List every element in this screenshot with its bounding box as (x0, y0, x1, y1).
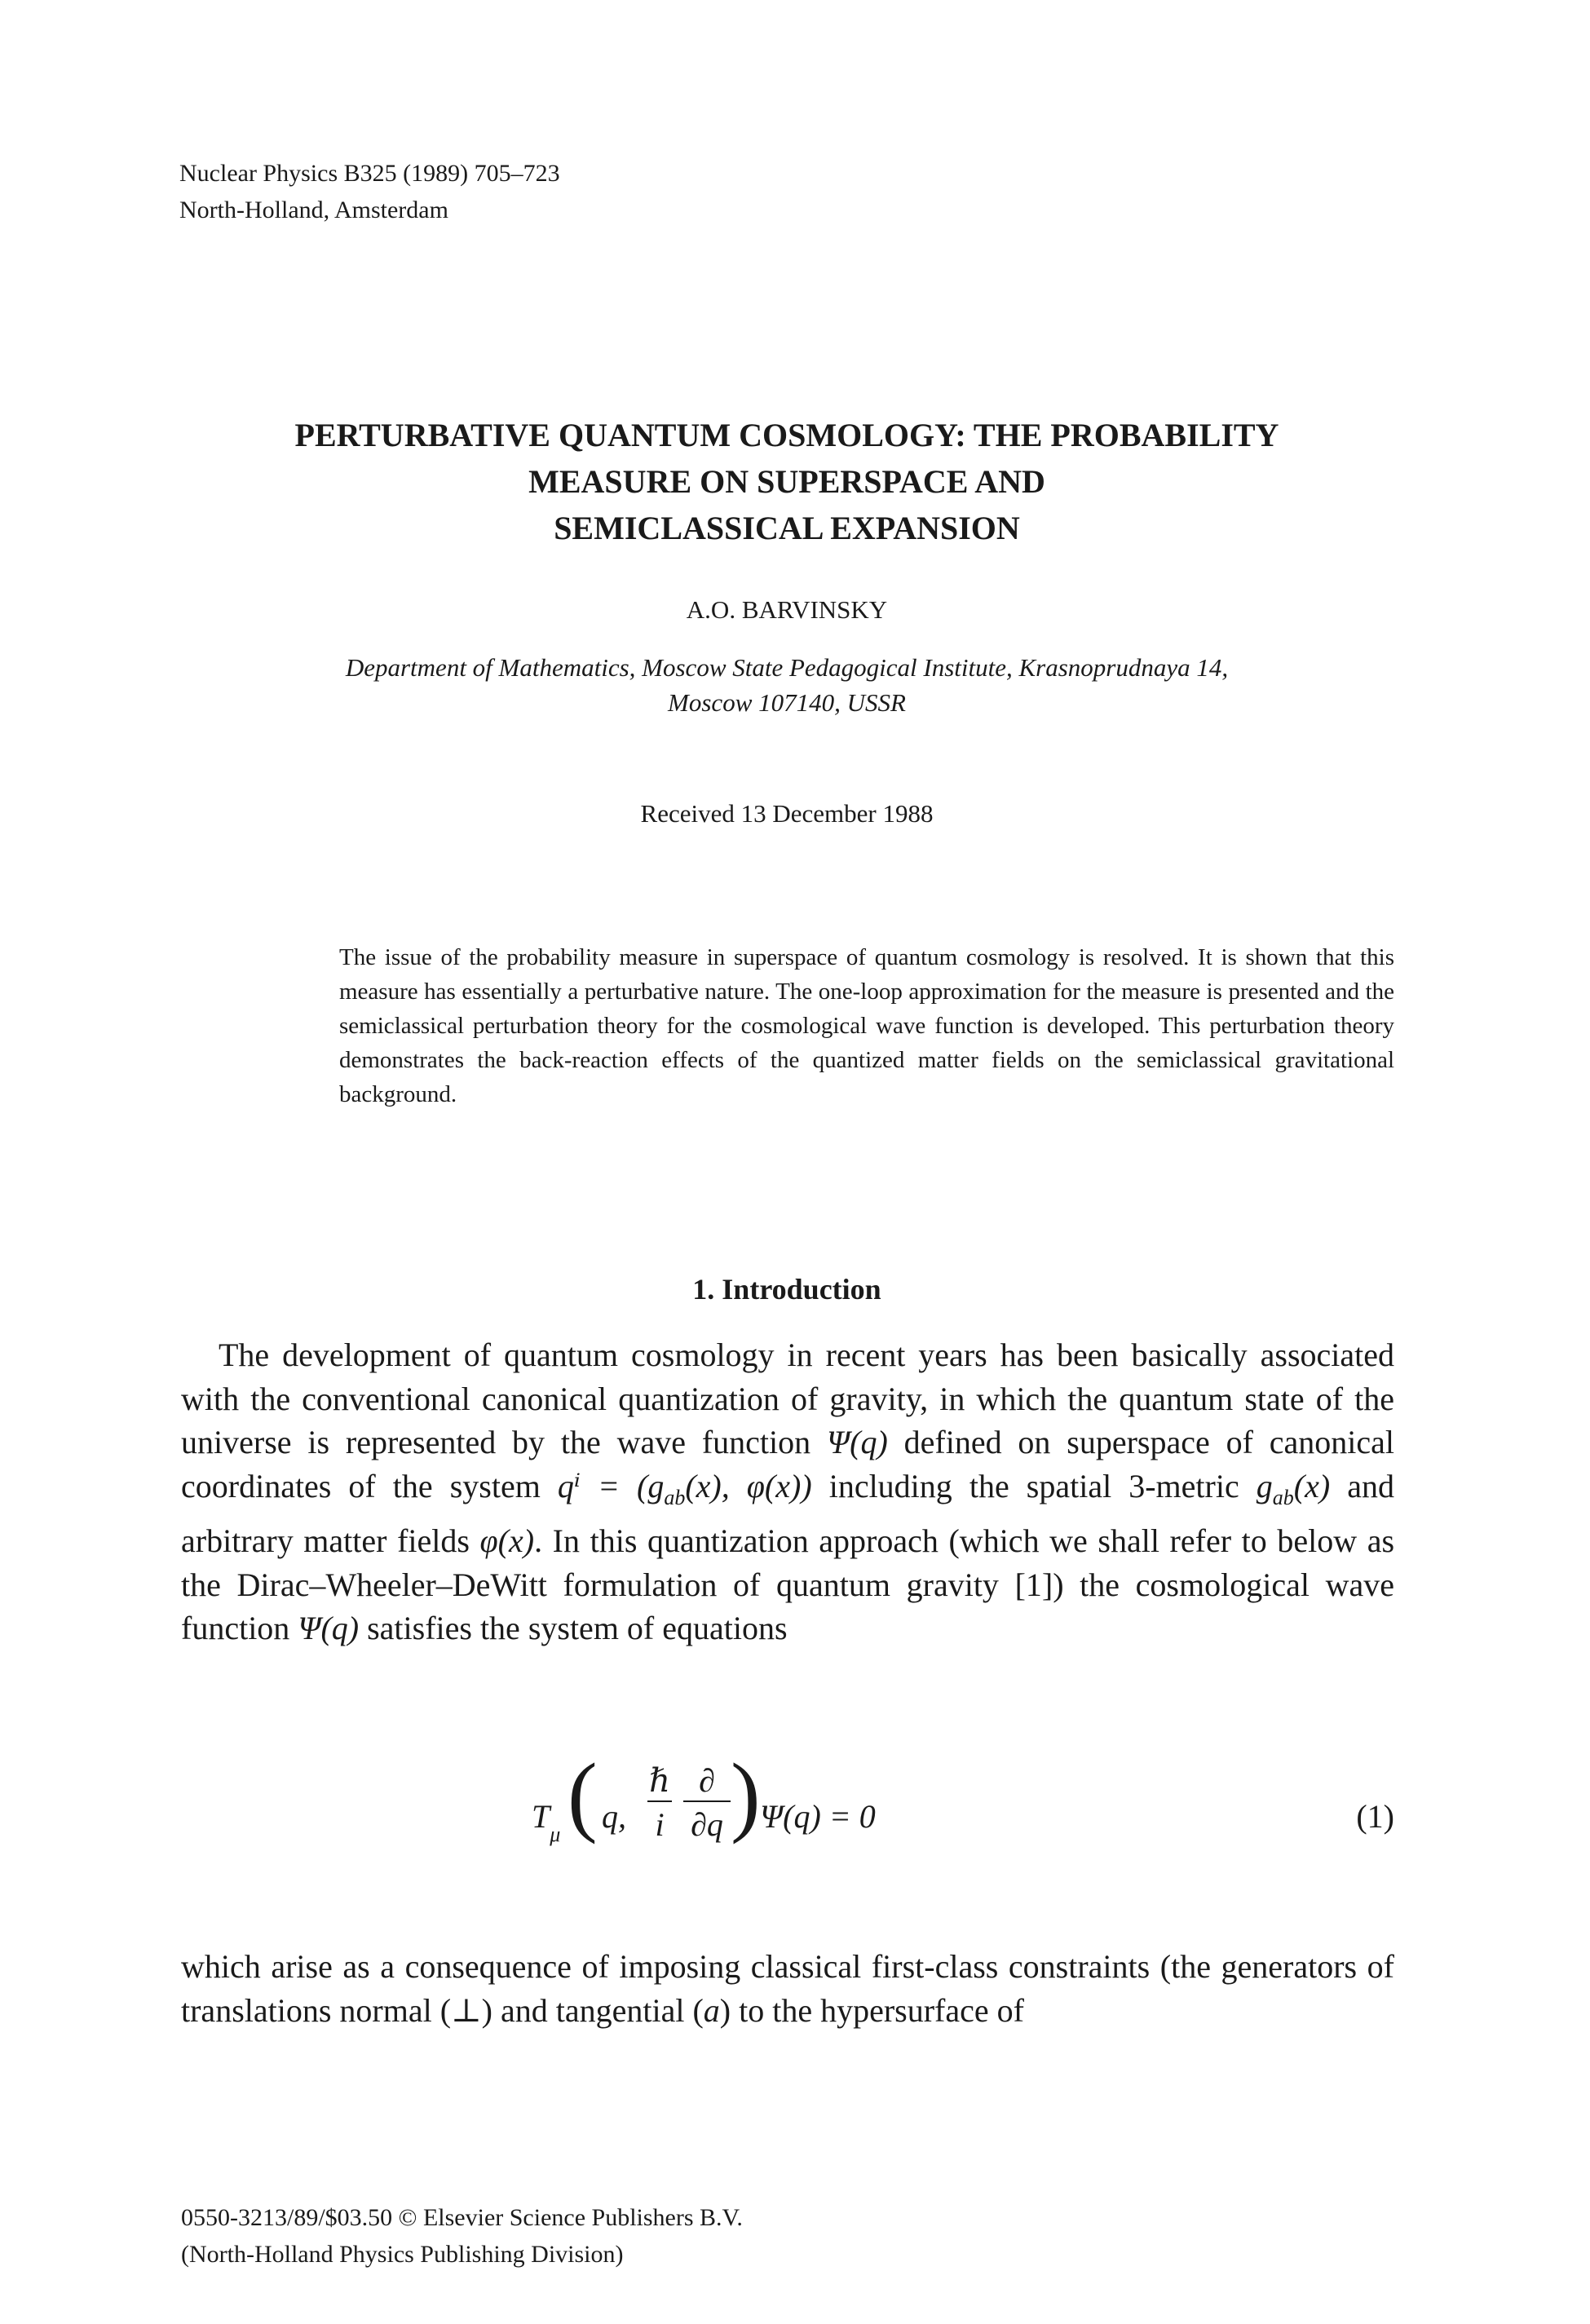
journal-header (179, 155, 560, 228)
footer-line-2: (North-Holland Physics Publishing Division) (181, 2241, 624, 2268)
text-run: and arbitrary matter fields (181, 1467, 1394, 1559)
text-run: The development of quantum cosmology in recent years has been basically associated with the conventional canonical quantization of gravity, in which the quantum state of the universe is represented by the wave function (181, 1337, 1394, 1460)
eq-T: T (532, 1798, 550, 1835)
title-line-1: PERTURBATIVE QUANTUM COSMOLOGY: THE PROBABILITY (294, 417, 1279, 453)
math-matter: φ(x) (479, 1522, 535, 1559)
author-name: A.O. BARVINSKY (686, 595, 888, 624)
text-run: . In this quantization approach (which we shall refer to below as the Dirac–Wheeler–DeWitt formulation of quantum gravity [1]) the cosmological wave function (181, 1522, 1395, 1646)
journal-publisher: North-Holland, Amsterdam (179, 197, 448, 223)
title-line-2: MEASURE ON SUPERSPACE AND (528, 463, 1045, 500)
text-run: including the spatial 3-metric (811, 1467, 1257, 1504)
eq-fraction-1 (647, 1761, 672, 1844)
perp-symbol: ⊥ (451, 1991, 482, 2029)
math-psi: Ψ(q) (827, 1424, 888, 1460)
affiliation (179, 650, 1394, 720)
copyright-footer (181, 2199, 743, 2273)
eq-i: i (655, 1806, 665, 1843)
section-heading: 1. Introduction (692, 1273, 881, 1306)
text-run: ) and tangential ( (481, 1991, 704, 2029)
affiliation-line-1: Department of Mathematics, Moscow State Pedagogical Institute, Krasnoprudnaya 14, (345, 653, 1229, 682)
fraction-bar (647, 1800, 672, 1802)
text-run: ) to the hypersurface of (719, 1991, 1024, 2029)
right-paren: ) (731, 1745, 761, 1845)
fraction-bar (683, 1800, 731, 1802)
eq-hbar: ℏ (649, 1762, 670, 1799)
intro-paragraph-2 (181, 1945, 1394, 2032)
math-metric: $g_{ab}(x)$ (1256, 1467, 1331, 1509)
left-paren: ( (568, 1745, 598, 1845)
eq-fraction-2 (683, 1761, 731, 1844)
text-run: satisfies the system of equations (359, 1610, 788, 1646)
journal-citation: Nuclear Physics B325 (1989) 705–723 (179, 160, 560, 187)
eq-d: ∂ (699, 1762, 715, 1799)
math-a: a (703, 1991, 720, 2029)
affiliation-line-2: Moscow 107140, USSR (668, 688, 906, 717)
eq-mu: μ (550, 1823, 561, 1846)
paper-title (179, 412, 1394, 551)
title-line-3: SEMICLASSICAL EXPANSION (554, 510, 1020, 546)
text-run: defined on superspace of canonical coordinates of the system (181, 1424, 1394, 1504)
equation-1 (522, 1745, 1394, 1867)
equation-number: (1) (1356, 1798, 1394, 1835)
eq-q: q, (602, 1798, 626, 1835)
eq-dq: ∂q (691, 1806, 723, 1843)
math-psi: Ψ(q) (298, 1610, 360, 1646)
footer-line-1: 0550-3213/89/$03.50 © Elsevier Science Publishers B.V. (181, 2204, 743, 2231)
eq-rhs: Ψ(q) = 0 (760, 1798, 876, 1835)
received-date: Received 13 December 1988 (640, 799, 934, 828)
abstract: The issue of the probability measure in superspace of quantum cosmology is resolved. It is shown that this measure has essentially a perturbative nature. The one-loop approximation for the measure is presented and the semiclassical perturbation theory for the cosmological wave function is developed. This perturbation theory demonstrates the back-reaction effects of the quantized matter fields on the semiclassical gravitational background. (339, 944, 1394, 1107)
math-coords: $q^i = (g_{ab}(x)$, φ(x)) (557, 1467, 812, 1509)
intro-paragraph-1 (181, 1333, 1394, 1650)
text-run: which arise as a consequence of imposing classical first-class constraints (the generators of translations normal ( (181, 1948, 1394, 2029)
